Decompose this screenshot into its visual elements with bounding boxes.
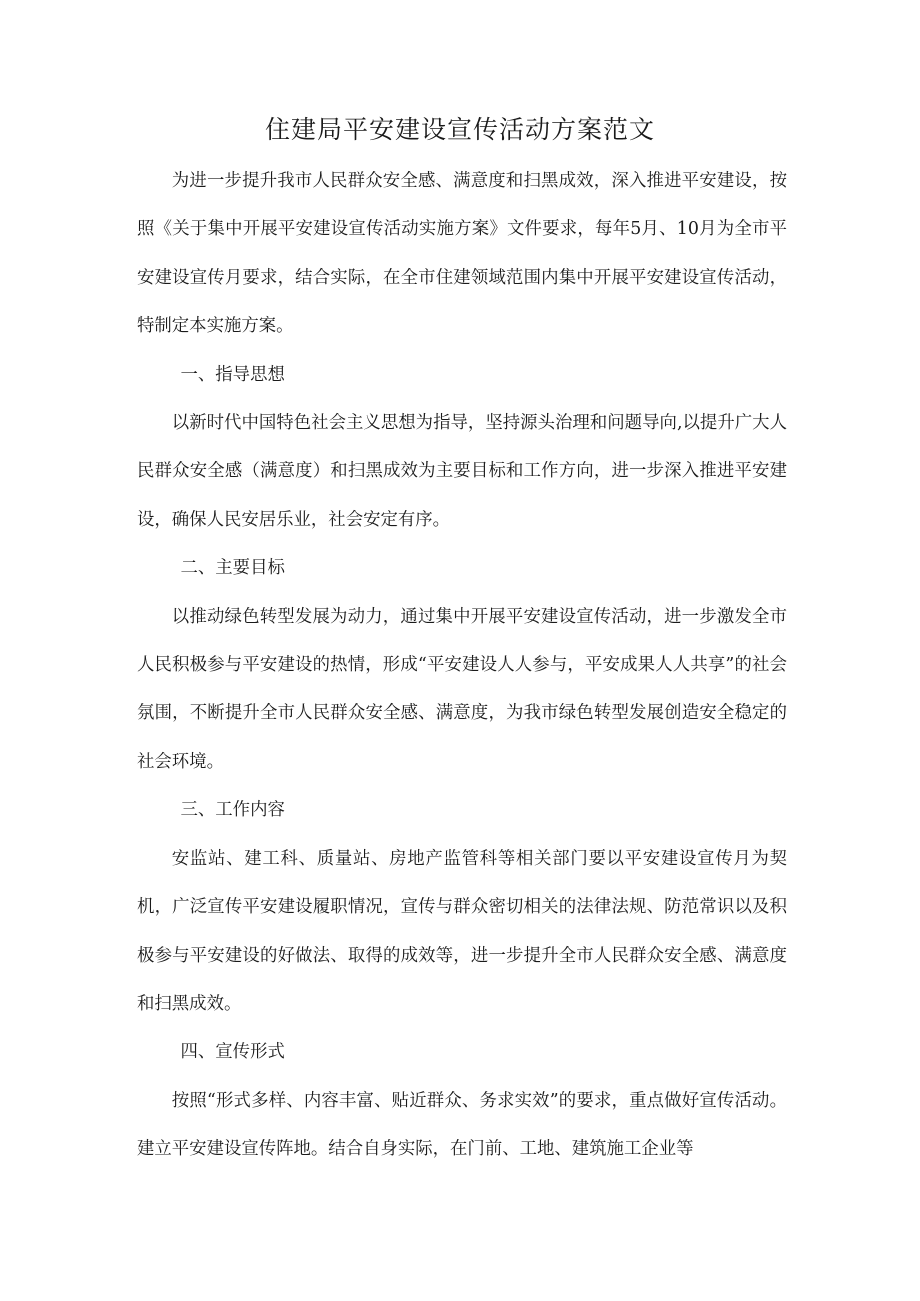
section-heading-main-goals: 二、主要目标 (180, 558, 285, 579)
guiding-ideology-paragraph: 以新时代中国特色社会主义思想为指导，坚持源头治理和问题导向,以提升广大人民群众安全感（满意度）和扫黑成效为主要目标和工作方向，进一步深入推进平安建设，确保人民安居乐业，社会安定有序。 (137, 413, 787, 530)
section-heading-publicity-form: 四、宣传形式 (180, 1042, 285, 1063)
section-heading-work-content: 三、工作内容 (180, 800, 285, 821)
section-heading-guiding-ideology: 一、指导思想 (180, 364, 285, 385)
main-goals-paragraph: 以推动绿色转型发展为动力，通过集中开展平安建设宣传活动，进一步激发全市人民积极参与平安建设的热情，形成“平安建设人人参与，平安成果人人共享”的社会氛围，不断提升全市人民群众安全感、满意度，为我市绿色转型发展创造安全稳定的社会环境。 (137, 606, 787, 772)
publicity-form-paragraph: 按照“形式多样、内容丰富、贴近群众、务求实效”的要求，重点做好宣传活动。建立平安建设宣传阵地。结合自身实际，在门前、工地、建筑施工企业等 (137, 1090, 787, 1160)
work-content-paragraph: 安监站、建工科、质量站、房地产监管科等相关部门要以平安建设宣传月为契机，广泛宣传平安建设履职情况，宣传与群众密切相关的法律法规、防范常识以及积极参与平安建设的好做法、取得的成效等，进一步提升全市人民群众安全感、满意度和扫黑成效。 (137, 848, 787, 1014)
document-title: 住建局平安建设宣传活动方案范文 (264, 115, 655, 144)
intro-paragraph: 为进一步提升我市人民群众安全感、满意度和扫黑成效，深入推进平安建设，按照《关于集中开展平安建设宣传活动实施方案》文件要求，每年5月、10月为全市平安建设宣传月要求，结合实际，在全市住建领域范围内集中开展平安建设宣传活动，特制定本实施方案。 (137, 171, 787, 337)
document-body (137, 157, 787, 1174)
